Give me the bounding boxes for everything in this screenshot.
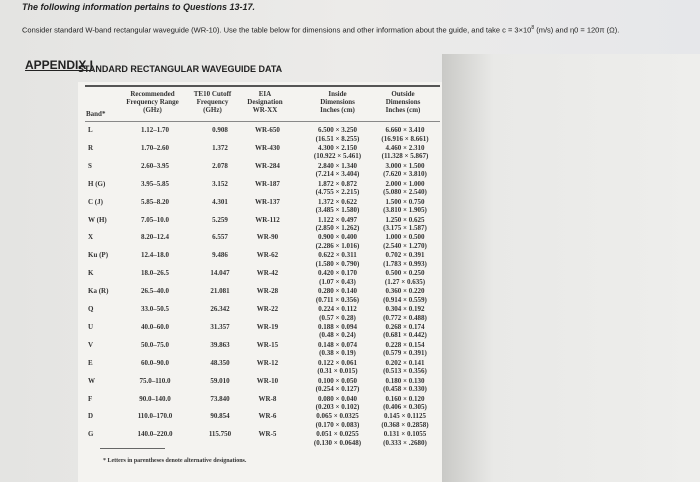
cell-inside	[300, 430, 375, 447]
cell-band: H (G)	[88, 179, 106, 188]
inside-inches: 0.420 × 0.170	[318, 269, 357, 278]
cell-freq-range: 75.0–110.0	[139, 376, 171, 385]
cell-eia: WR-650	[255, 126, 280, 134]
cell-band: R	[88, 143, 94, 152]
inside-inches: 1.372 × 0.622	[318, 197, 357, 206]
appendix-title: STANDARD RECTANGULAR WAVEGUIDE DATA	[78, 64, 283, 74]
cell-band: L	[88, 126, 93, 134]
outside-cm: (5.080 × 2.540)	[383, 188, 427, 197]
cell-band: S	[88, 161, 92, 170]
cell-inside	[300, 162, 375, 179]
inside-cm: (4.755 × 2.215)	[315, 188, 360, 197]
cell-cutoff: 5.259	[212, 215, 228, 224]
inside-inches: 0.148 × 0.074	[318, 340, 357, 349]
cell-freq-range: 110.0–170.0	[137, 412, 173, 421]
table-row	[85, 144, 440, 162]
cell-inside	[300, 395, 375, 412]
inside-inches: 0.051 × 0.0255	[316, 430, 359, 439]
cell-outside	[370, 412, 440, 429]
inside-cm: (0.203 × 0.102)	[315, 403, 360, 411]
cell-cutoff: 48.350	[210, 358, 230, 367]
table-row	[85, 412, 440, 430]
cell-inside	[300, 287, 375, 304]
cell-inside	[300, 126, 375, 143]
cell-outside	[370, 305, 440, 322]
outside-cm: (11.328 × 5.867)	[381, 152, 429, 161]
cell-freq-range: 18.0–26.5	[141, 269, 169, 278]
prompt-text: Consider standard W-band rectangular waveguide (WR-10). Use the table below for dimensions and other information about the guide, and take c = 3×10	[22, 25, 532, 35]
outside-cm: (0.458 × 0.330)	[383, 385, 427, 394]
table-row	[85, 305, 440, 323]
cell-cutoff: 0.908	[212, 126, 228, 134]
inside-inches: 6.500 × 3.250	[318, 126, 357, 134]
table-top-rule	[85, 85, 440, 87]
cell-cutoff: 3.152	[212, 179, 228, 188]
outside-cm: (0.681 × 0.442)	[383, 331, 427, 340]
cell-outside	[370, 126, 440, 143]
cell-freq-range: 7.05–10.0	[141, 215, 169, 224]
outside-inches: 0.145 × 0.1125	[383, 412, 427, 421]
outside-cm: (0.579 × 0.391)	[383, 349, 427, 358]
inside-cm: (0.170 × 0.083)	[315, 420, 360, 429]
table-row	[85, 359, 440, 377]
cell-band: G	[88, 430, 94, 439]
cell-band: Q	[88, 305, 94, 313]
cell-band: Ka (R)	[88, 287, 109, 296]
outside-cm: (0.406 × 0.305)	[383, 403, 427, 411]
table-row	[85, 341, 440, 359]
outside-inches: 0.304 × 0.192	[385, 305, 425, 313]
outside-inches: 0.180 × 0.130	[385, 376, 425, 385]
cell-eia: WR-15	[256, 340, 279, 349]
cell-outside	[370, 287, 440, 304]
cell-eia: WR-112	[255, 215, 280, 224]
header-outside: Outside Dimensions Inches (cm)	[385, 90, 421, 114]
cell-inside	[300, 198, 375, 215]
header-cutoff: TE10 Cutoff Frequency (GHz)	[193, 90, 232, 114]
cell-eia: WR-12	[256, 358, 279, 367]
cell-eia: WR-430	[255, 143, 280, 152]
table-row	[85, 180, 440, 198]
header-inside: Inside Dimensions Inches (cm)	[320, 90, 355, 114]
background-shade	[442, 54, 700, 482]
outside-inches: 1.000 × 0.500	[385, 233, 425, 242]
cell-eia: WR-284	[255, 161, 280, 170]
table-row	[85, 162, 440, 180]
table-row	[85, 251, 440, 269]
cell-band: C (J)	[88, 197, 103, 206]
inside-cm: (0.130 × 0.0648)	[313, 438, 362, 447]
inside-cm: (2.286 × 1.016)	[315, 241, 360, 250]
cell-eia: WR-187	[255, 179, 280, 188]
cell-cutoff: 4.301	[212, 197, 228, 206]
outside-inches: 0.500 × 0.250	[385, 269, 425, 278]
cell-freq-range: 5.85–8.20	[141, 197, 169, 206]
cell-freq-range: 33.0–50.5	[141, 305, 169, 313]
cell-freq-range: 2.60–3.95	[141, 161, 169, 170]
cell-band: Ku (P)	[88, 251, 109, 260]
header-rule	[85, 121, 440, 122]
question-prompt	[22, 25, 619, 35]
outside-cm: (16.916 × 8.661)	[381, 134, 429, 143]
cell-eia: WR-90	[256, 233, 279, 242]
table-row	[85, 395, 440, 413]
outside-inches: 0.202 × 0.141	[385, 358, 425, 367]
outside-cm: (0.333 × .2680)	[383, 438, 427, 447]
outside-inches: 0.160 × 0.120	[385, 394, 425, 403]
cell-freq-range: 50.0–75.0	[141, 340, 169, 349]
outside-inches: 1.500 × 0.750	[385, 197, 425, 206]
cell-eia: WR-42	[256, 269, 279, 278]
outside-inches: 0.268 × 0.174	[385, 322, 425, 331]
outside-inches: 6.660 × 3.410	[385, 126, 425, 134]
cell-band: K	[88, 269, 94, 278]
inside-cm: (1.580 × 0.790)	[315, 259, 360, 268]
cell-outside	[370, 323, 440, 340]
header-eia: EIA Designation WR-XX	[247, 90, 283, 114]
cell-band: E	[88, 358, 93, 367]
inside-inches: 0.224 × 0.112	[318, 305, 357, 313]
footnote-rule	[100, 448, 165, 449]
cell-outside	[370, 162, 440, 179]
cell-eia: WR-22	[256, 305, 279, 313]
cell-outside	[370, 359, 440, 376]
outside-cm: (0.914 × 0.559)	[383, 295, 427, 304]
header-band: Band*	[86, 110, 106, 118]
table-row	[85, 269, 440, 287]
cell-outside	[370, 198, 440, 215]
cell-cutoff: 2.078	[212, 161, 228, 170]
cell-cutoff: 115.750	[208, 430, 232, 439]
inside-cm: (10.922 × 5.461)	[313, 152, 362, 161]
cell-freq-range: 1.70–2.60	[141, 143, 169, 152]
cell-cutoff: 73.840	[210, 394, 230, 403]
inside-inches: 0.080 × 0.040	[318, 394, 357, 403]
table-row	[85, 430, 440, 448]
inside-inches: 0.065 × 0.0325	[316, 412, 359, 421]
cell-inside	[300, 144, 375, 161]
outside-inches: 0.702 × 0.391	[385, 251, 425, 260]
cell-inside	[300, 323, 375, 340]
cell-band: W (H)	[88, 215, 107, 224]
inside-cm: (0.711 × 0.356)	[315, 295, 360, 304]
inside-cm: (3.485 × 1.580)	[315, 206, 360, 215]
cell-inside	[300, 216, 375, 233]
outside-cm: (2.540 × 1.270)	[383, 241, 427, 250]
cell-inside	[300, 180, 375, 197]
inside-cm: (0.38 × 0.19)	[319, 349, 356, 358]
outside-cm: (0.513 × 0.356)	[383, 367, 427, 376]
cell-outside	[370, 341, 440, 358]
table-row	[85, 198, 440, 216]
cell-eia: WR-62	[256, 251, 279, 260]
outside-cm: (3.175 × 1.587)	[383, 224, 427, 232]
cell-freq-range: 3.95–5.85	[141, 179, 169, 188]
cell-outside	[370, 144, 440, 161]
inside-inches: 0.900 × 0.400	[318, 233, 357, 242]
footnote: * Letters in parentheses denote alternative designations.	[103, 458, 247, 464]
inside-inches: 0.622 × 0.311	[318, 251, 357, 260]
cell-cutoff: 90.854	[210, 412, 230, 421]
cell-inside	[300, 305, 375, 322]
inside-inches: 4.300 × 2.150	[318, 143, 357, 152]
cell-cutoff: 1.372	[212, 143, 228, 152]
outside-cm: (0.368 × 0.2858)	[381, 420, 429, 429]
table-row	[85, 233, 440, 251]
outside-inches: 4.460 × 2.310	[385, 143, 425, 152]
prompt-exponent: 8	[531, 25, 535, 31]
outside-inches: 0.228 × 0.154	[385, 340, 425, 349]
cell-freq-range: 12.4–18.0	[141, 251, 169, 260]
prompt-text-end: (m/s) and η0 = 120π (Ω).	[534, 25, 620, 35]
cell-cutoff: 9.486	[212, 251, 228, 260]
cell-band: D	[88, 412, 94, 421]
cell-cutoff: 59.010	[210, 376, 230, 385]
cell-band: W	[88, 376, 95, 385]
cell-cutoff: 21.081	[210, 287, 230, 296]
cell-freq-range: 8.20–12.4	[141, 233, 169, 242]
cell-band: V	[88, 340, 94, 349]
cell-eia: WR-6	[258, 412, 277, 421]
cell-cutoff: 6.557	[212, 233, 228, 242]
cell-outside	[370, 377, 440, 394]
outside-cm: (3.810 × 1.905)	[383, 206, 427, 215]
cell-eia: WR-137	[255, 197, 280, 206]
cell-outside	[370, 233, 440, 250]
cell-inside	[300, 377, 375, 394]
outside-inches: 0.131 × 0.1055	[383, 430, 427, 439]
cell-inside	[300, 251, 375, 268]
cell-cutoff: 26.342	[210, 305, 230, 313]
cell-band: U	[88, 322, 94, 331]
cell-freq-range: 1.12–1.70	[141, 126, 169, 134]
inside-inches: 0.188 × 0.094	[318, 322, 357, 331]
inside-inches: 2.840 × 1.340	[318, 161, 357, 170]
cell-freq-range: 140.0–220.0	[137, 430, 173, 439]
cell-eia: WR-5	[258, 430, 277, 439]
table-row	[85, 377, 440, 395]
table-row	[85, 287, 440, 305]
outside-inches: 1.250 × 0.625	[385, 215, 425, 224]
cell-inside	[300, 359, 375, 376]
outside-cm: (1.783 × 0.993)	[383, 259, 427, 268]
inside-inches: 0.100 × 0.050	[318, 376, 357, 385]
cell-band: F	[88, 394, 93, 403]
cell-cutoff: 14.047	[210, 269, 230, 278]
cell-freq-range: 40.0–60.0	[141, 322, 169, 331]
cell-inside	[300, 233, 375, 250]
cell-inside	[300, 412, 375, 429]
table-row	[85, 216, 440, 234]
cell-cutoff: 39.863	[210, 340, 230, 349]
cell-outside	[370, 180, 440, 197]
inside-cm: (0.254 × 0.127)	[315, 385, 360, 394]
outside-cm: (0.772 × 0.488)	[383, 313, 427, 322]
outside-cm: (1.27 × 0.635)	[384, 277, 426, 286]
inside-cm: (16.51 × 8.255)	[315, 134, 360, 143]
inside-cm: (0.48 × 0.24)	[319, 331, 356, 340]
cell-cutoff: 31.357	[210, 322, 230, 331]
table-row	[85, 323, 440, 341]
table-row	[85, 126, 440, 144]
outside-inches: 0.360 × 0.220	[385, 287, 425, 296]
cell-eia: WR-10	[256, 376, 279, 385]
intro-heading: The following information pertains to Questions 13-17.	[22, 2, 256, 12]
cell-outside	[370, 269, 440, 286]
cell-freq-range: 90.0–140.0	[139, 394, 171, 403]
cell-eia: WR-8	[258, 394, 277, 403]
appendix-label: APPENDIX I	[25, 58, 94, 72]
cell-inside	[300, 341, 375, 358]
cell-outside	[370, 395, 440, 412]
inside-cm: (7.214 × 3.404)	[315, 170, 360, 179]
cell-band: X	[88, 233, 94, 242]
inside-inches: 1.872 × 0.872	[318, 179, 357, 188]
cell-outside	[370, 216, 440, 233]
outside-inches: 2.000 × 1.000	[385, 179, 425, 188]
inside-inches: 0.280 × 0.140	[318, 287, 357, 296]
outside-cm: (7.620 × 3.810)	[383, 170, 427, 179]
cell-eia: WR-28	[256, 287, 279, 296]
inside-cm: (0.57 × 0.28)	[319, 313, 356, 322]
inside-inches: 1.122 × 0.497	[318, 215, 357, 224]
outside-inches: 3.000 × 1.500	[385, 161, 425, 170]
inside-cm: (0.31 × 0.015)	[317, 367, 358, 376]
cell-eia: WR-19	[256, 322, 279, 331]
inside-cm: (2.850 × 1.262)	[315, 224, 360, 232]
cell-outside	[370, 430, 440, 447]
cell-freq-range: 26.5–40.0	[141, 287, 169, 296]
inside-inches: 0.122 × 0.061	[318, 358, 357, 367]
header-freq-range: Recommended Frequency Range (GHz)	[126, 90, 179, 114]
inside-cm: (1.07 × 0.43)	[319, 277, 356, 286]
cell-inside	[300, 269, 375, 286]
cell-freq-range: 60.0–90.0	[141, 358, 169, 367]
cell-outside	[370, 251, 440, 268]
